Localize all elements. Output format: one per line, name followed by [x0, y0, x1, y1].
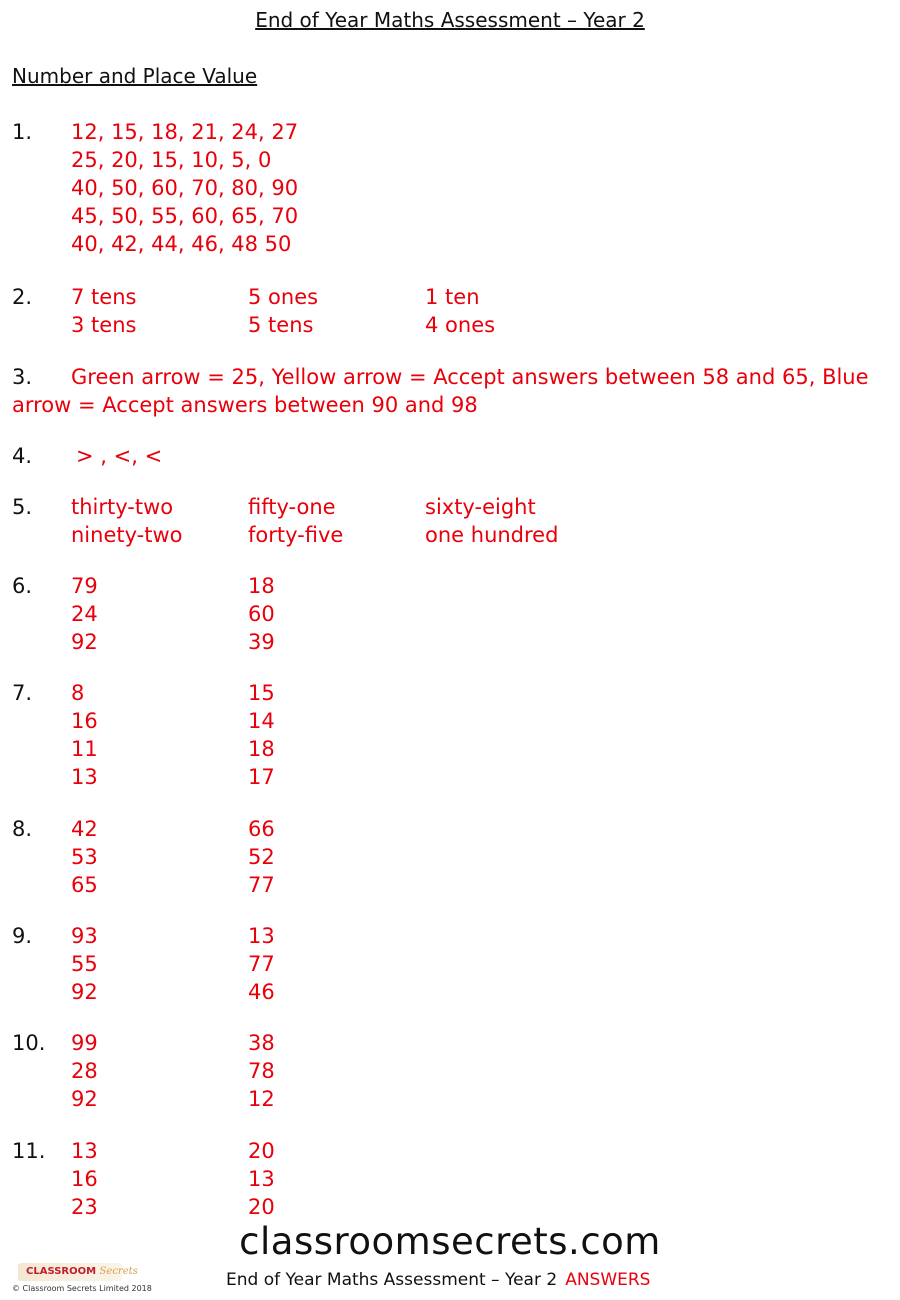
answer-cell: 15: [248, 681, 275, 705]
answer-cell: 46: [248, 980, 275, 1004]
answer-cell: sixty-eight: [425, 495, 536, 519]
answer-cell: 20: [248, 1139, 275, 1163]
section-heading: Number and Place Value: [12, 64, 258, 88]
answer-cell: 52: [248, 845, 275, 869]
answer-cell: 12: [248, 1087, 275, 1111]
answer-cell: 53: [71, 845, 98, 869]
question-number: 3.: [12, 365, 33, 389]
question-number: 9.: [12, 924, 33, 948]
answer-cell: 13: [248, 924, 275, 948]
answer-cell: 92: [71, 980, 98, 1004]
answer-cell: 60: [248, 602, 275, 626]
answer-cell: forty-five: [248, 523, 344, 547]
classroom-secrets-logo: [18, 1263, 138, 1281]
answer-cell: 16: [71, 709, 98, 733]
question-number: 11.: [12, 1139, 46, 1163]
answer-cell: 28: [71, 1059, 98, 1083]
answer-cell: 17: [248, 765, 275, 789]
answer-cell: 5 ones: [248, 285, 319, 309]
answer-cell: 55: [71, 952, 98, 976]
answer-cell: 93: [71, 924, 98, 948]
answer-cell: 42: [71, 817, 98, 841]
answer-cell: 8: [71, 681, 85, 705]
answer-cell: 79: [71, 574, 98, 598]
answer-cell: one hundred: [425, 523, 559, 547]
footer-title-text: End of Year Maths Assessment – Year 2: [226, 1270, 558, 1290]
question-number: 2.: [12, 285, 33, 309]
answer-cell: 4 ones: [425, 313, 496, 337]
answer-cell: 39: [248, 630, 275, 654]
answer-cell: ninety-two: [71, 523, 183, 547]
footer-title: [226, 1270, 650, 1290]
answer-cell: 13: [248, 1167, 275, 1191]
question-number: 10.: [12, 1031, 46, 1055]
page-title: End of Year Maths Assessment – Year 2: [255, 8, 645, 32]
answer-cell: 77: [248, 952, 275, 976]
answer-line: arrow = Accept answers between 90 and 98: [12, 393, 478, 417]
question-number: 8.: [12, 817, 33, 841]
answer-cell: 65: [71, 873, 98, 897]
question-number: 4.: [12, 444, 33, 468]
answer-cell: 92: [71, 630, 98, 654]
answer-cell: 92: [71, 1087, 98, 1111]
answer-cell: 66: [248, 817, 275, 841]
answer-cell: 99: [71, 1031, 98, 1055]
question-number: 1.: [12, 120, 33, 144]
answer-cell: 3 tens: [71, 313, 137, 337]
question-number: 6.: [12, 574, 33, 598]
answer-line: 40, 42, 44, 46, 48 50: [71, 232, 292, 256]
logo-script: Secrets: [99, 1266, 138, 1277]
answer-cell: fifty-one: [248, 495, 336, 519]
logo-word: CLASSROOM: [26, 1266, 97, 1277]
answer-cell: 77: [248, 873, 275, 897]
question-number: 5.: [12, 495, 33, 519]
answer-cell: thirty-two: [71, 495, 174, 519]
answer-cell: 14: [248, 709, 275, 733]
answer-line: Green arrow = 25, Yellow arrow = Accept answers between 58 and 65, Blue: [71, 365, 869, 389]
answer-cell: 13: [71, 765, 98, 789]
answer-line: 12, 15, 18, 21, 24, 27: [71, 120, 299, 144]
answer-cell: 13: [71, 1139, 98, 1163]
answer-cell: 18: [248, 737, 275, 761]
answer-line: 45, 50, 55, 60, 65, 70: [71, 204, 299, 228]
answer-line: 25, 20, 15, 10, 5, 0: [71, 148, 272, 172]
answer-cell: 1 ten: [425, 285, 480, 309]
answer-cell: 11: [71, 737, 98, 761]
website-footer: classroomsecrets.com: [239, 1220, 661, 1263]
answer-cell: 16: [71, 1167, 98, 1191]
answer-cell: 7 tens: [71, 285, 137, 309]
answer-cell: 5 tens: [248, 313, 314, 337]
answer-cell: 23: [71, 1195, 98, 1219]
question-number: 7.: [12, 681, 33, 705]
answer-cell: 24: [71, 602, 98, 626]
answer-cell: 18: [248, 574, 275, 598]
answer-line: 40, 50, 60, 70, 80, 90: [71, 176, 299, 200]
answer-cell: 78: [248, 1059, 275, 1083]
answer-line: > , <, <: [76, 444, 163, 468]
answer-cell: 20: [248, 1195, 275, 1219]
answer-cell: 38: [248, 1031, 275, 1055]
copyright-text: © Classroom Secrets Limited 2018: [12, 1284, 152, 1293]
answers-label: ANSWERS: [565, 1270, 651, 1290]
